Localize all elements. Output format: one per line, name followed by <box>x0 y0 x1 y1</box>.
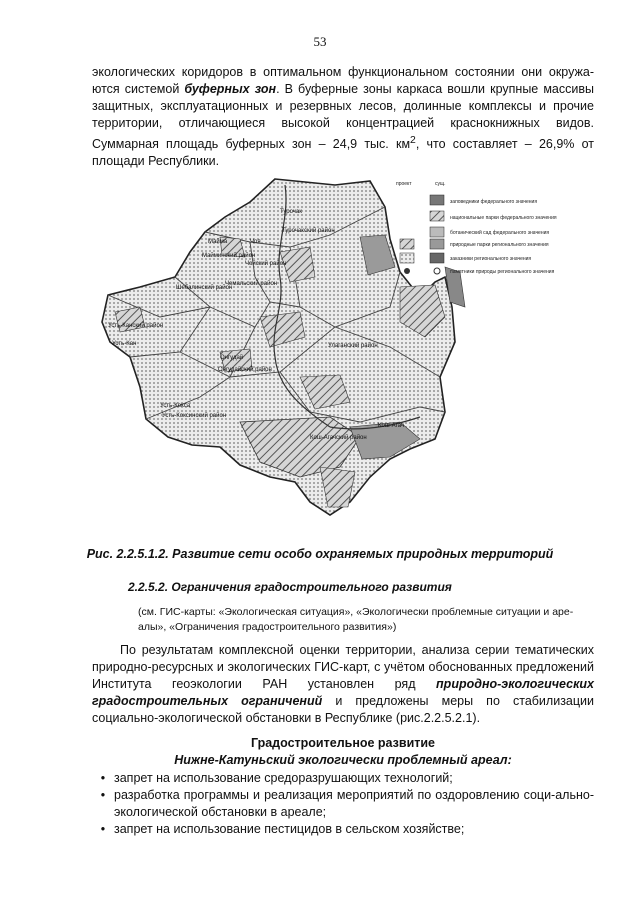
constraints-paragraph <box>92 642 594 727</box>
bullet-icon: • <box>100 822 106 836</box>
place-turochak-district: Турочакский район <box>282 228 335 234</box>
legend-item-nature-parks: природные парки регионального значения <box>450 242 549 248</box>
legend-item-botanical-garden: ботанический сад федерального значения <box>450 230 550 236</box>
legend-header-project: проект <box>396 181 412 187</box>
list-item-text: запрет на использование средоразрушающих технологий; <box>114 771 453 785</box>
gis-maps-reference: (см. ГИС-карты: «Экологическая ситуация», «Экологически проблемные ситуации и ареалы», «Ограничения градостроительного развития») <box>138 606 574 633</box>
place-turochak: Турочак <box>280 209 302 215</box>
area-unit-superscript: 2 <box>410 135 416 146</box>
place-ust-koksa-district: Усть-Коксинский район <box>162 413 227 419</box>
place-kosh-agach-district: Кош-Агачский район <box>310 435 367 441</box>
figure-caption: Рис. 2.2.5.1.2. Развитие сети особо охраняемых природных территорий <box>86 547 554 561</box>
constraints-text-2: и предложены меры по стабилизации социально-экологической обстановки в Республике (рис.2.2.5.2.1). <box>92 694 594 725</box>
place-chemal-district: Чемальский район <box>225 281 278 287</box>
place-mayma: Майма <box>208 239 228 245</box>
buffer-zones-term: буферных зон <box>184 82 277 96</box>
urban-development-heading: Градостроительное развитие <box>250 736 436 750</box>
legend-item-zapovedniki: заповедники федерального значения <box>450 199 538 205</box>
list-item <box>92 770 594 787</box>
list-item <box>92 787 594 821</box>
intro-text-1: экологических коридоров в оптимальном функциональном состоянии они окружаются системой <box>92 65 594 96</box>
legend-header-existing: сущ. <box>435 181 446 187</box>
place-ongudai: Онгудай <box>220 355 244 361</box>
constraints-text-1: По результатам комплексной оценки территории, анализа серии тематических природно-ресурсных и экологических ГИС-карт, с учётом обоснованных предложений Института геоэкологии РАН установлен ряд <box>92 643 594 691</box>
place-ust-kan: Усть-Кан <box>112 341 137 347</box>
lower-katun-area-heading: Нижне-Катуньский экологически проблемный ареал: <box>174 753 512 767</box>
place-ust-kan-district: Усть-Канский район <box>108 323 164 329</box>
legend-item-national-parks: национальные парки федерального значения <box>450 215 557 221</box>
place-shebalino-district: Шебалинский район <box>176 285 233 291</box>
map-legend <box>396 181 557 275</box>
measures-list <box>92 770 594 838</box>
protected-areas-map <box>100 177 570 517</box>
legend-item-monuments: памятники природы регионального значения <box>450 269 555 275</box>
list-item-text: разработка программы и реализация мероприятий по оздоровлению соци-ально-экологической обстановки в ареале; <box>114 788 594 819</box>
place-choya-district: Чойский район <box>245 261 287 267</box>
place-ulagan-district: Улаганский район <box>328 343 378 349</box>
place-ust-koksa: Усть-Кокса <box>160 403 191 409</box>
intro-text-2: . В буферные зоны каркаса вошли крупные массивы защитных, эксплуатационных и резервных лесов, долинные комплексы и прочие территории, отличающиеся высокой концентрацией краснокнижных видов. Суммарная площадь буферных зон – 24,9 тыс. км <box>92 82 594 152</box>
place-kosh-agach: Кош-Агач <box>378 423 405 429</box>
intro-paragraph <box>92 64 594 170</box>
place-ongudai-district: Онгудайский район <box>218 367 272 373</box>
bullet-icon: • <box>100 771 106 785</box>
constraints-term: природно-экологических градостроительных ограничений <box>92 677 594 708</box>
place-mayma-district: Майминский район <box>202 253 256 259</box>
page-number: 53 <box>313 34 327 49</box>
list-item-text: запрет на использование пестицидов в сельском хозяйстве; <box>114 822 465 836</box>
place-choya: Чоя <box>250 239 261 245</box>
map-svg <box>100 177 570 517</box>
intro-text-3: , что составляет – 26,9% от площади Республики. <box>92 137 595 169</box>
section-heading: 2.2.5.2. Ограничения градостроительного развития <box>128 580 452 594</box>
list-item <box>92 821 594 838</box>
bullet-icon: • <box>100 788 106 802</box>
legend-item-zakazniki: заказники регионального значения <box>450 256 532 262</box>
